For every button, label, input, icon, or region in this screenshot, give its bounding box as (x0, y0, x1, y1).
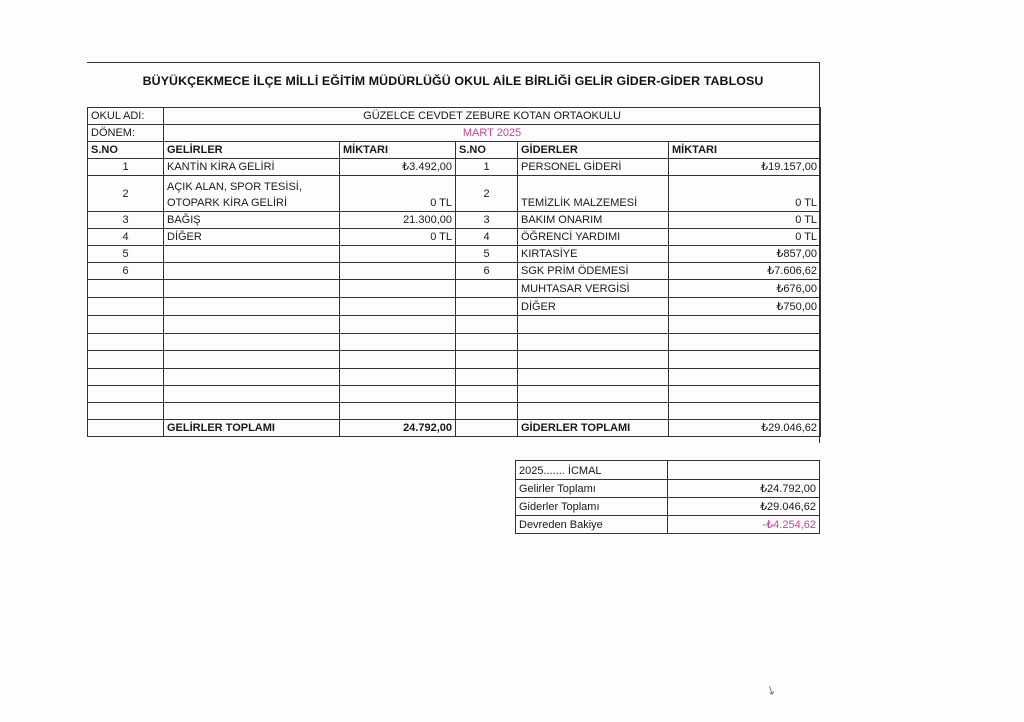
expense-name: ÖĞRENCİ YARDIMI (518, 229, 669, 246)
table-row (88, 263, 821, 280)
income-no: 4 (88, 229, 164, 246)
header-sno-expense: S.NO (456, 142, 518, 159)
income-amount (340, 280, 456, 298)
expense-name: SGK PRİM ÖDEMESİ (518, 263, 669, 280)
school-label: OKUL ADI: (88, 108, 164, 125)
expense-no (456, 298, 518, 316)
table-row (88, 159, 821, 176)
expense-name: MUHTASAR VERGİSİ (518, 280, 669, 298)
income-amount (340, 246, 456, 263)
expense-no: 1 (456, 159, 518, 176)
expense-name: DİĞER (518, 298, 669, 316)
expense-no: 6 (456, 263, 518, 280)
summary-income-value: ₺24.792,00 (668, 480, 820, 498)
expense-name: KIRTASİYE (518, 246, 669, 263)
table-row (88, 246, 821, 263)
totals-row (88, 420, 821, 437)
summary-balance-value: -₺4.254,62 (668, 516, 820, 534)
expense-name: TEMİZLİK MALZEMESİ (518, 176, 669, 212)
income-no: 5 (88, 246, 164, 263)
income-name (164, 298, 340, 316)
income-name: DİĞER (164, 229, 340, 246)
expense-amount: 0 TL (669, 229, 821, 246)
header-amount: MİKTARI (340, 142, 456, 159)
income-name (164, 246, 340, 263)
income-amount: 0 TL (340, 229, 456, 246)
table-row (88, 298, 821, 316)
expense-name: PERSONEL GİDERİ (518, 159, 669, 176)
table-row (88, 229, 821, 246)
expense-amount: ₺7.606,62 (669, 263, 821, 280)
income-name-line-2: OTOPARK KİRA GELİRİ (167, 197, 288, 209)
header-expense: GİDERLER (518, 142, 669, 159)
expense-no: 3 (456, 212, 518, 229)
income-name (164, 263, 340, 280)
income-name (164, 176, 340, 212)
expense-name: BAKIM ONARIM (518, 212, 669, 229)
table-row (88, 176, 821, 212)
empty-row (88, 369, 821, 386)
income-total-value: 24.792,00 (340, 420, 456, 437)
income-name (164, 280, 340, 298)
summary-row (516, 516, 820, 534)
income-total-label: GELİRLER TOPLAMI (164, 420, 340, 437)
expense-total-value: ₺29.046,62 (669, 420, 821, 437)
income-no (88, 298, 164, 316)
empty-row (88, 316, 821, 334)
summary-row (516, 480, 820, 498)
income-no (88, 280, 164, 298)
income-amount: ₺3.492,00 (340, 159, 456, 176)
header-amount-expense: MİKTARI (669, 142, 821, 159)
summary-title: 2025....... İCMAL (516, 461, 668, 480)
period-value: MART 2025 (164, 125, 821, 142)
income-no: 2 (88, 176, 164, 212)
income-amount: 21.300,00 (340, 212, 456, 229)
summary-row (516, 498, 820, 516)
expense-amount: ₺750,00 (669, 298, 821, 316)
income-name-line-1: AÇIK ALAN, SPOR TESİSİ, (167, 181, 302, 193)
header-sno: S.NO (88, 142, 164, 159)
period-label: DÖNEM: (88, 125, 164, 142)
header-income: GELİRLER (164, 142, 340, 159)
income-name: BAĞIŞ (164, 212, 340, 229)
expense-no: 5 (456, 246, 518, 263)
summary-balance-label: Devreden Bakiye (516, 516, 668, 534)
income-no: 1 (88, 159, 164, 176)
expense-amount: ₺676,00 (669, 280, 821, 298)
income-amount: 0 TL (340, 176, 456, 212)
expense-no: 4 (456, 229, 518, 246)
summary-expense-value: ₺29.046,62 (668, 498, 820, 516)
school-name: GÜZELCE CEVDET ZEBURE KOTAN ORTAOKULU (164, 108, 821, 125)
expense-no (456, 280, 518, 298)
empty-row (88, 403, 821, 420)
income-name: KANTİN KİRA GELİRİ (164, 159, 340, 176)
expense-total-label: GİDERLER TOPLAMI (518, 420, 669, 437)
table-row (88, 212, 821, 229)
income-amount (340, 263, 456, 280)
empty-row (88, 334, 821, 351)
expense-no: 2 (456, 176, 518, 212)
summary-expense-label: Giderler Toplamı (516, 498, 668, 516)
empty-row (88, 386, 821, 403)
income-no: 6 (88, 263, 164, 280)
summary-income-label: Gelirler Toplamı (516, 480, 668, 498)
summary-table (515, 460, 820, 534)
document-title: BÜYÜKÇEKMECE İLÇE MİLLİ EĞİTİM MÜDÜRLÜĞÜ OKUL AİLE BİRLİĞİ GELİR GİDER-GİDER TABLOSU (142, 74, 764, 88)
income-amount (340, 298, 456, 316)
stray-mark-icon: ↘ (763, 681, 779, 699)
table-row (88, 280, 821, 298)
expense-amount: 0 TL (669, 212, 821, 229)
empty-row (88, 351, 821, 369)
income-expense-table (87, 107, 821, 437)
income-no: 3 (88, 212, 164, 229)
expense-amount: 0 TL (669, 176, 821, 212)
expense-amount: ₺857,00 (669, 246, 821, 263)
expense-amount: ₺19.157,00 (669, 159, 821, 176)
